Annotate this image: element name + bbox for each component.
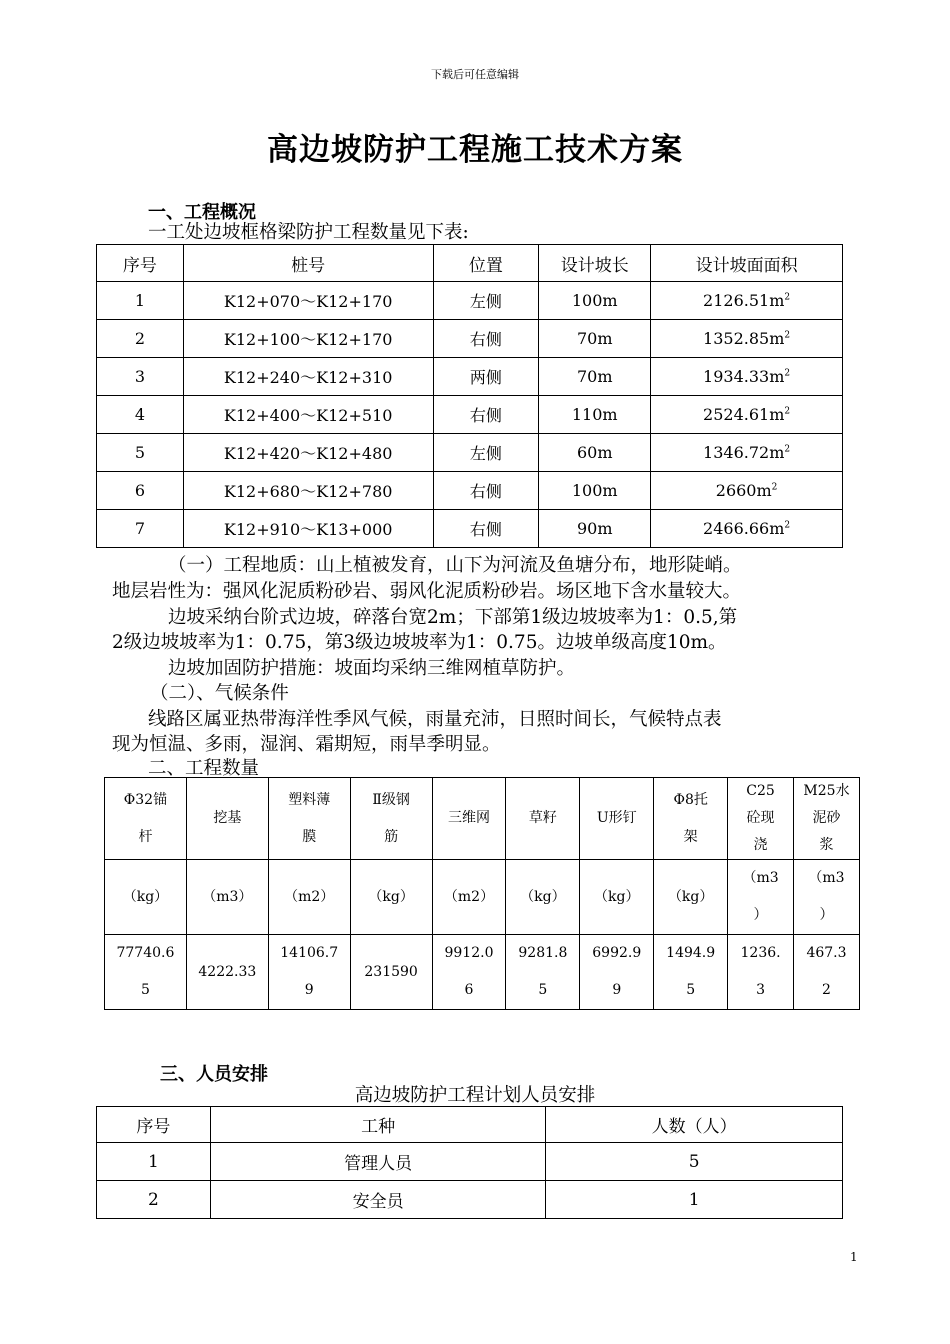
cell-line: Ⅱ级钢 bbox=[372, 791, 410, 808]
table-row bbox=[97, 396, 843, 434]
area-value: 2660m bbox=[715, 481, 772, 500]
col-header: 序号 bbox=[97, 245, 184, 282]
table-cell-area bbox=[651, 434, 843, 472]
area-unit-exponent: 2 bbox=[784, 330, 791, 341]
table-row bbox=[97, 510, 843, 548]
table-cell: K12+400～K12+510 bbox=[183, 396, 433, 434]
area-unit-exponent: 2 bbox=[784, 444, 791, 455]
cell-line: 浆 bbox=[819, 837, 834, 853]
area-value: 1346.72m bbox=[703, 443, 785, 462]
slope-table bbox=[96, 244, 843, 548]
quantities-table bbox=[104, 777, 860, 1010]
table-cell: 100m bbox=[539, 282, 651, 320]
quantities-cell bbox=[186, 935, 268, 1010]
quantities-cell bbox=[186, 860, 268, 935]
cell-line: （kg） bbox=[368, 888, 414, 905]
table-cell: K12+680～K12+780 bbox=[183, 472, 433, 510]
cell-line: （m3 bbox=[808, 870, 845, 886]
cell-line: 6992.9 bbox=[592, 945, 642, 961]
cell-line: 挖基 bbox=[213, 810, 242, 826]
col-header: 人数（人） bbox=[546, 1107, 843, 1143]
table-cell: 两侧 bbox=[433, 358, 539, 396]
cell-line: （kg） bbox=[520, 888, 566, 905]
table-cell: 70m bbox=[539, 358, 651, 396]
cell-line: 9281.8 bbox=[518, 945, 568, 961]
table-cell: K12+070～K12+170 bbox=[183, 282, 433, 320]
table-cell: 2 bbox=[97, 1181, 211, 1219]
table-cell: 安全员 bbox=[210, 1181, 546, 1219]
cell-line: 467.3 bbox=[806, 945, 847, 961]
table-cell: K12+910～K13+000 bbox=[183, 510, 433, 548]
cell-line: 筋 bbox=[384, 828, 399, 845]
col-header: 桩号 bbox=[183, 245, 433, 282]
slope-table-header bbox=[97, 245, 843, 282]
cell-line: 5 bbox=[140, 982, 150, 998]
table-cell-area bbox=[651, 320, 843, 358]
quantities-cell bbox=[506, 860, 580, 935]
cell-line: 3 bbox=[756, 982, 766, 998]
table-row bbox=[97, 282, 843, 320]
quantities-header-row bbox=[105, 778, 860, 860]
table-cell: 70m bbox=[539, 320, 651, 358]
area-unit-exponent: 2 bbox=[784, 292, 791, 303]
quantities-cell bbox=[654, 778, 728, 860]
table-cell-area bbox=[651, 510, 843, 548]
quantities-cell bbox=[268, 935, 350, 1010]
col-header: 设计坡面面积 bbox=[651, 245, 843, 282]
quantities-cell bbox=[728, 860, 794, 935]
cell-line: ） bbox=[753, 907, 768, 923]
table-row bbox=[97, 472, 843, 510]
page-number: 1 bbox=[850, 1250, 858, 1264]
col-header: 工种 bbox=[210, 1107, 546, 1143]
table-cell-area bbox=[651, 282, 843, 320]
staff-table-header bbox=[97, 1107, 843, 1143]
table-row bbox=[97, 320, 843, 358]
cell-line: Φ8托 bbox=[673, 791, 708, 808]
quantities-cell bbox=[580, 935, 654, 1010]
quantities-cell bbox=[580, 778, 654, 860]
header-note: 下载后可任意编辑 bbox=[431, 68, 519, 81]
quantities-cell bbox=[580, 860, 654, 935]
geology-line4: 2级边坡坡率为1：0.75，第3级边坡坡率为1：0.75。边坡单级高度10m。 bbox=[112, 632, 727, 653]
table-cell: 90m bbox=[539, 510, 651, 548]
quantities-cell bbox=[350, 778, 432, 860]
staff-table bbox=[96, 1106, 843, 1219]
cell-line: 14106.7 bbox=[280, 945, 339, 961]
area-value: 2524.61m bbox=[703, 405, 785, 424]
quantities-cell bbox=[432, 860, 506, 935]
quantities-cell bbox=[506, 935, 580, 1010]
quantities-cell bbox=[105, 935, 187, 1010]
cell-line: （kg） bbox=[594, 888, 640, 905]
cell-line: 9 bbox=[612, 982, 622, 998]
area-value: 2126.51m bbox=[703, 291, 785, 310]
cell-line: 膜 bbox=[302, 828, 317, 845]
quantities-cell bbox=[728, 935, 794, 1010]
quantities-cell bbox=[432, 778, 506, 860]
area-unit-exponent: 2 bbox=[784, 368, 791, 379]
col-header: 序号 bbox=[97, 1107, 211, 1143]
table-row bbox=[97, 1181, 843, 1219]
area-unit-exponent: 2 bbox=[784, 406, 791, 417]
table-row bbox=[97, 434, 843, 472]
table-cell: 6 bbox=[97, 472, 184, 510]
section1-intro: 一工处边坡框格梁防护工程数量见下表: bbox=[148, 222, 469, 243]
cell-line: 草籽 bbox=[528, 810, 557, 826]
quantities-cell bbox=[794, 860, 860, 935]
quantities-cell bbox=[268, 778, 350, 860]
cell-line: 1494.9 bbox=[666, 945, 716, 961]
table-cell: 左侧 bbox=[433, 282, 539, 320]
cell-line: 1236. bbox=[740, 945, 781, 961]
cell-line: 9912.0 bbox=[444, 945, 494, 961]
area-unit-exponent: 2 bbox=[771, 482, 778, 493]
climate-line1: 线路区属亚热带海洋性季风气候，雨量充沛，日照时间长，气候特点表 bbox=[148, 709, 722, 730]
cell-line: 泥砂 bbox=[812, 810, 841, 826]
cell-line: （m3 bbox=[742, 870, 779, 886]
cell-line: U形钉 bbox=[596, 810, 637, 826]
quantities-cell bbox=[350, 935, 432, 1010]
table-cell: 2 bbox=[97, 320, 184, 358]
table-cell: 60m bbox=[539, 434, 651, 472]
quantities-heading: 二、工程数量 bbox=[148, 758, 260, 779]
table-cell: 100m bbox=[539, 472, 651, 510]
cell-line: 架 bbox=[683, 828, 698, 845]
quantities-cell bbox=[506, 778, 580, 860]
quantities-cell bbox=[728, 778, 794, 860]
cell-line: 砼现 bbox=[746, 810, 775, 826]
table-cell: 右侧 bbox=[433, 510, 539, 548]
climate-heading: （二）、气候条件 bbox=[150, 683, 289, 704]
section3-heading: 三、人员安排 bbox=[160, 1064, 268, 1085]
cell-line: （m2） bbox=[284, 888, 335, 905]
geology-line3: 边坡采纳台阶式边坡，碎落台宽2m；下部第1级边坡坡率为1：0.5,第 bbox=[168, 607, 738, 628]
table-cell: 7 bbox=[97, 510, 184, 548]
table-cell: K12+420～K12+480 bbox=[183, 434, 433, 472]
cell-line: C25 bbox=[746, 783, 775, 799]
climate-line2: 现为恒温、多雨，湿润、霜期短，雨旱季明显。 bbox=[112, 734, 501, 755]
table-cell: 右侧 bbox=[433, 320, 539, 358]
cell-line: （kg） bbox=[122, 888, 169, 905]
area-value: 1934.33m bbox=[703, 367, 785, 386]
table-cell: 5 bbox=[97, 434, 184, 472]
cell-line: ） bbox=[819, 907, 834, 923]
cell-line: 5 bbox=[538, 982, 548, 998]
table-row bbox=[97, 1143, 843, 1181]
quantities-value-row bbox=[105, 935, 860, 1010]
quantities-cell bbox=[105, 778, 187, 860]
geology-line2: 地层岩性为：强风化泥质粉砂岩、弱风化泥质粉砂岩。场区地下含水量较大。 bbox=[112, 581, 742, 602]
cell-line: Φ32锚 bbox=[123, 791, 168, 808]
quantities-cell bbox=[654, 860, 728, 935]
table-cell: 3 bbox=[97, 358, 184, 396]
table-cell: K12+240～K12+310 bbox=[183, 358, 433, 396]
table-row bbox=[97, 358, 843, 396]
cell-line: 杆 bbox=[138, 828, 153, 845]
cell-line: 5 bbox=[686, 982, 696, 998]
quantities-cell bbox=[794, 935, 860, 1010]
staff-caption: 高边坡防护工程计划人员安排 bbox=[354, 1085, 596, 1106]
quantities-cell bbox=[794, 778, 860, 860]
table-cell: 1 bbox=[97, 282, 184, 320]
table-cell: 右侧 bbox=[433, 472, 539, 510]
table-cell: 5 bbox=[546, 1143, 843, 1181]
quantities-cell bbox=[186, 778, 268, 860]
table-cell: 1 bbox=[546, 1181, 843, 1219]
quantities-cell bbox=[268, 860, 350, 935]
table-cell: 4 bbox=[97, 396, 184, 434]
cell-line: （m2） bbox=[443, 888, 495, 905]
cell-line: 2 bbox=[822, 982, 831, 998]
col-header: 位置 bbox=[433, 245, 539, 282]
table-cell: 110m bbox=[539, 396, 651, 434]
table-cell-area bbox=[651, 472, 843, 510]
cell-line: 三维网 bbox=[447, 810, 490, 826]
table-cell: 右侧 bbox=[433, 396, 539, 434]
cell-line: 231590 bbox=[364, 963, 418, 980]
table-cell-area bbox=[651, 396, 843, 434]
table-cell: 管理人员 bbox=[210, 1143, 546, 1181]
cell-line: 4222.33 bbox=[198, 963, 257, 980]
geology-line5: 边坡加固防护措施：坡面均采纳三维网植草防护。 bbox=[168, 658, 576, 679]
table-cell-area bbox=[651, 358, 843, 396]
geology-line1: （一）工程地质：山上植被发育，山下为河流及鱼塘分布，地形陡峭。 bbox=[168, 555, 742, 576]
area-value: 2466.66m bbox=[703, 519, 785, 538]
quantities-unit-row bbox=[105, 860, 860, 935]
quantities-cell bbox=[432, 935, 506, 1010]
cell-line: 9 bbox=[304, 982, 314, 998]
col-header: 设计坡长 bbox=[539, 245, 651, 282]
cell-line: 塑料薄 bbox=[288, 791, 331, 808]
table-cell: 1 bbox=[97, 1143, 211, 1181]
cell-line: （m3） bbox=[202, 888, 253, 905]
cell-line: 77740.6 bbox=[116, 945, 175, 961]
table-cell: K12+100～K12+170 bbox=[183, 320, 433, 358]
cell-line: （kg） bbox=[667, 888, 714, 905]
quantities-cell bbox=[350, 860, 432, 935]
cell-line: 浇 bbox=[753, 837, 768, 853]
document-title: 高边坡防护工程施工技术方案 bbox=[267, 132, 683, 168]
cell-line: M25水 bbox=[803, 783, 850, 799]
quantities-cell bbox=[105, 860, 187, 935]
area-value: 1352.85m bbox=[703, 329, 785, 348]
table-cell: 左侧 bbox=[433, 434, 539, 472]
area-unit-exponent: 2 bbox=[784, 520, 791, 531]
section1-heading: 一、工程概况 bbox=[148, 202, 256, 223]
cell-line: 6 bbox=[464, 982, 474, 998]
quantities-cell bbox=[654, 935, 728, 1010]
